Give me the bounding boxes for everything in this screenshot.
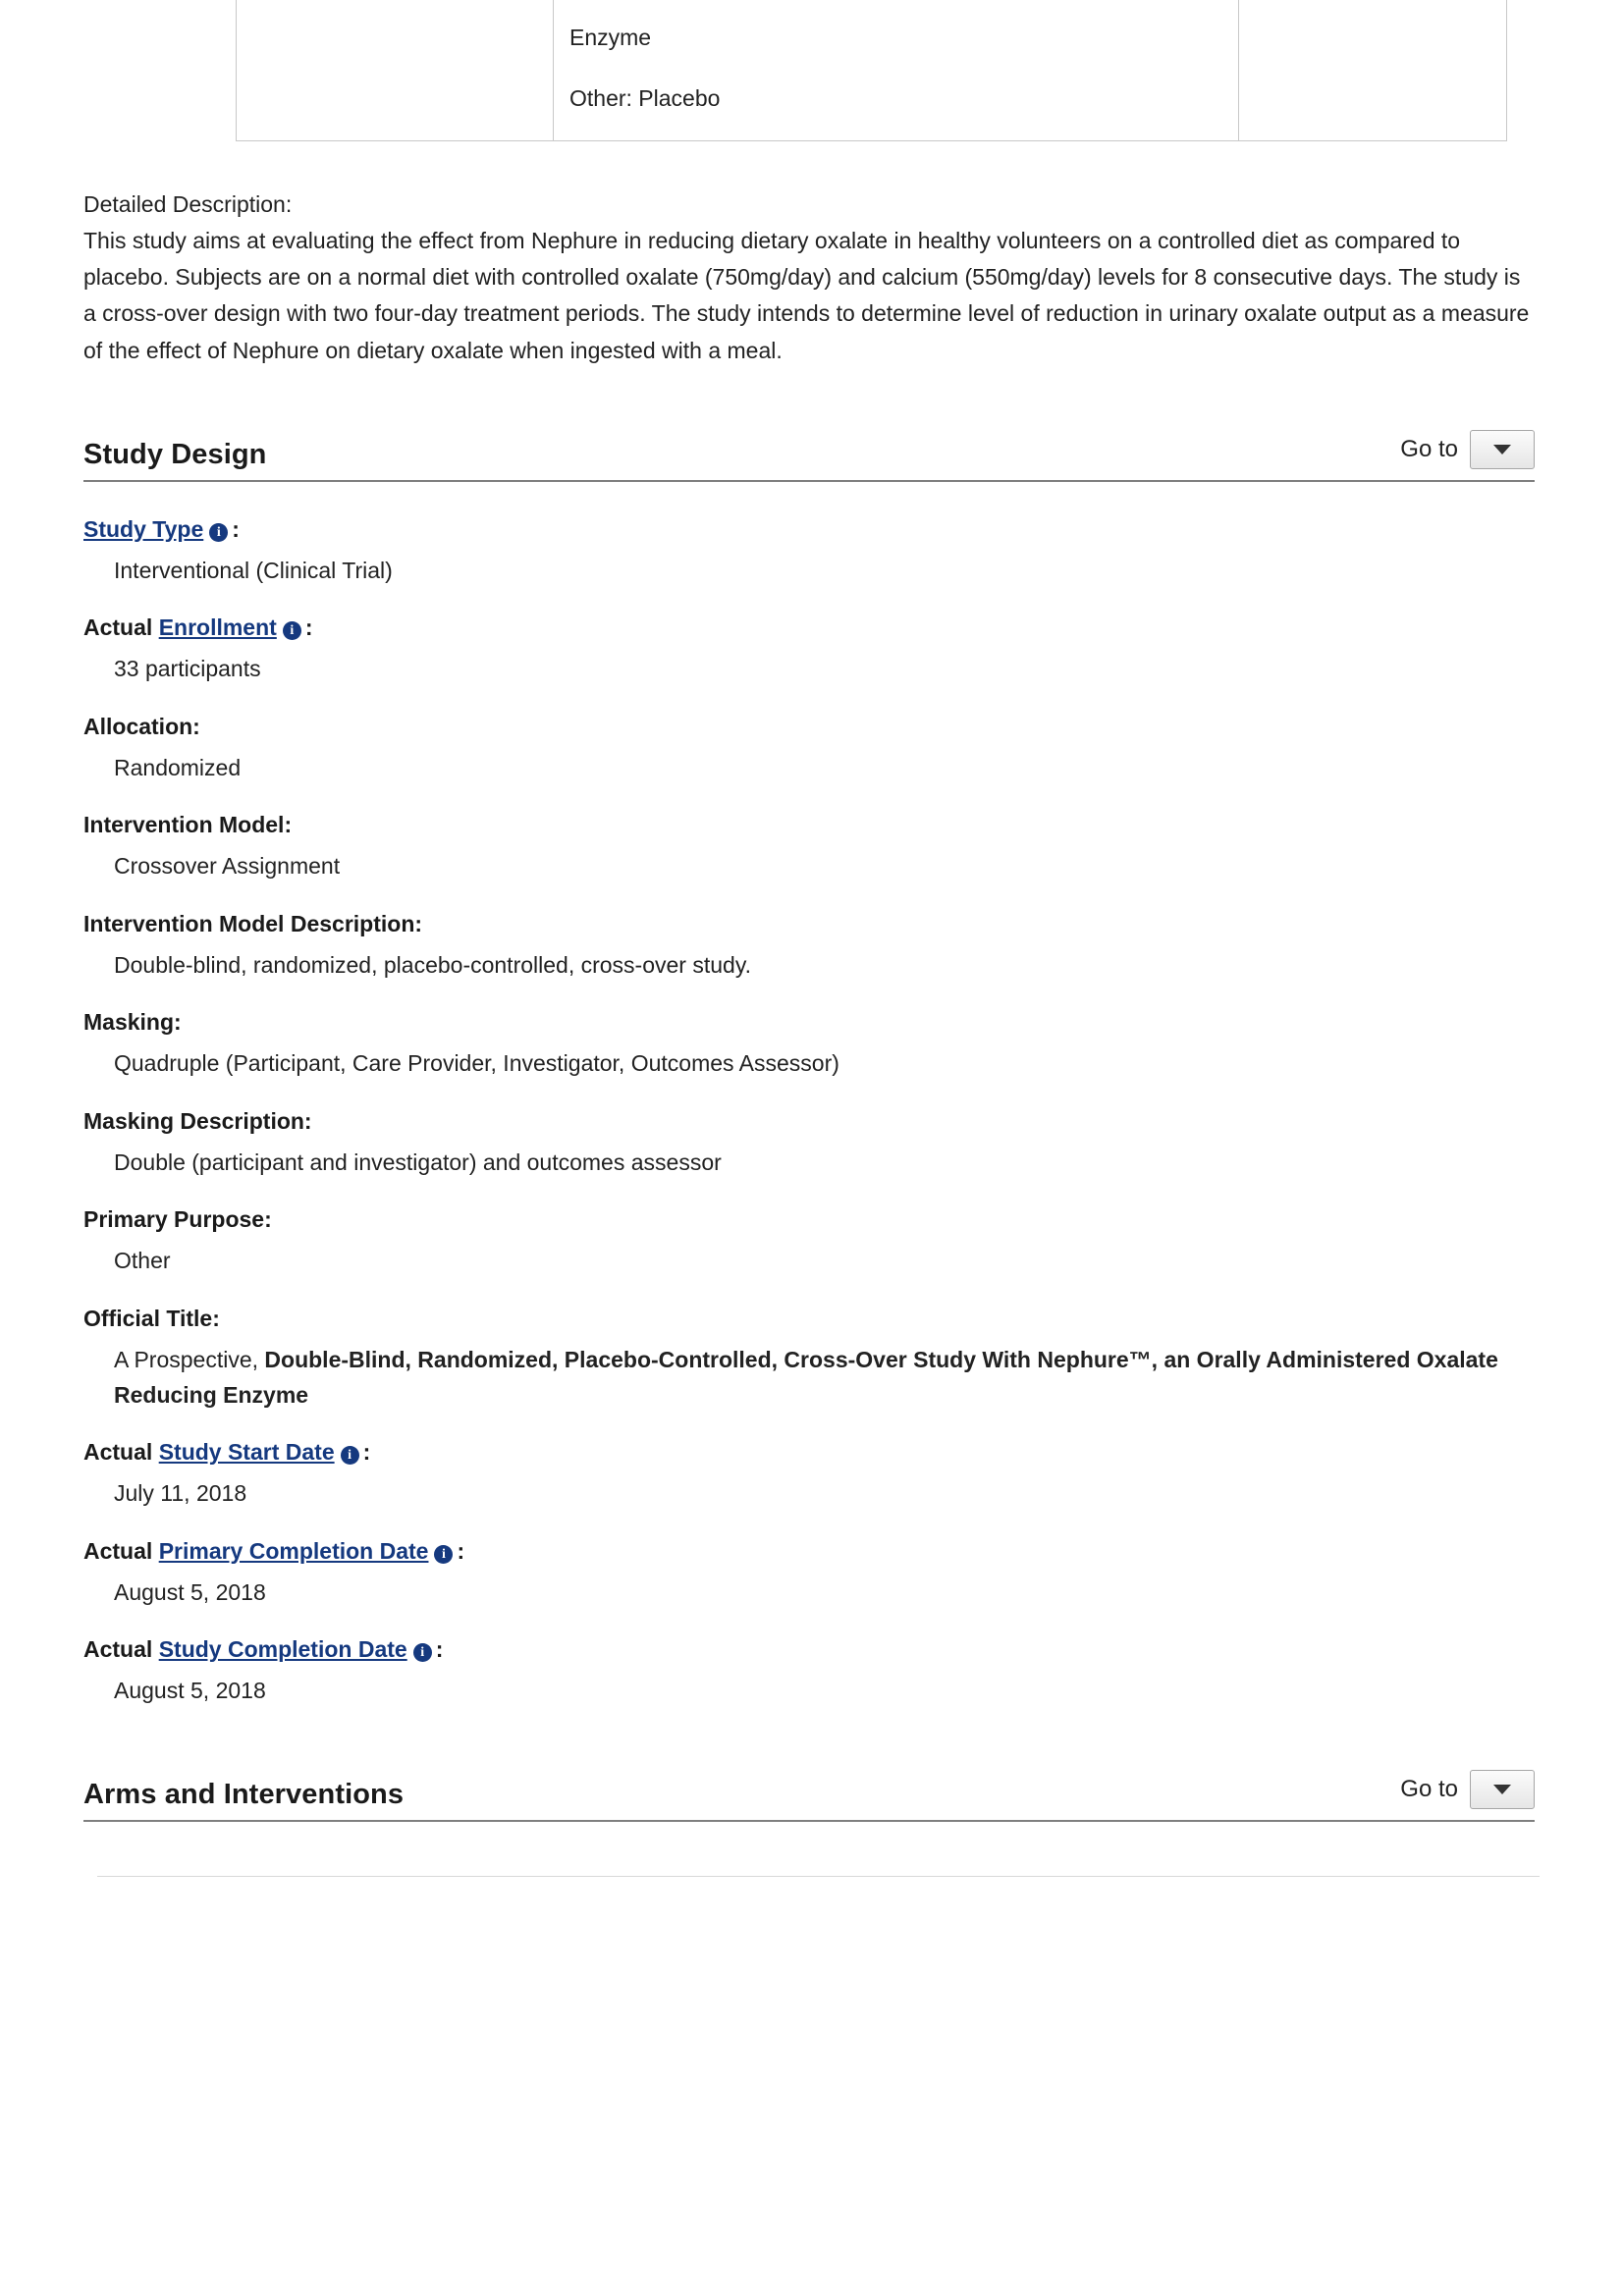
- field-prefix: Actual: [83, 1439, 159, 1466]
- arms-interventions-header: [83, 1770, 1535, 1822]
- field-label: Intervention Model Description:: [83, 910, 423, 936]
- field-primary-purpose: [83, 1205, 1540, 1279]
- field-value: July 11, 2018: [114, 1480, 247, 1507]
- glossary-link-primary-completion-date[interactable]: Primary Completion Date: [158, 1537, 429, 1564]
- arms-interventions-goto: [1400, 1770, 1535, 1811]
- field-label: [83, 1635, 1540, 1665]
- field-actual-study-start-date: [83, 1438, 1540, 1512]
- field-prefix: Actual: [83, 1636, 159, 1663]
- glossary-link-study-start-date[interactable]: Study Start Date: [158, 1439, 335, 1466]
- table-cell-extra: [1239, 0, 1507, 140]
- glossary-link-study-type[interactable]: Study Type: [83, 515, 204, 542]
- table-row: [237, 0, 1507, 140]
- goto-dropdown-arms-interventions[interactable]: [1470, 1770, 1535, 1809]
- field-label: Masking Description:: [83, 1107, 312, 1134]
- field-label: [83, 614, 1540, 643]
- field-label: Primary Purpose:: [83, 1206, 272, 1233]
- field-value: Randomized: [114, 754, 242, 780]
- field-value: Double (participant and investigator) and outcomes assessor: [114, 1148, 722, 1175]
- field-label: Masking:: [83, 1009, 182, 1036]
- info-icon[interactable]: i: [209, 523, 228, 542]
- field-label: [83, 1438, 1540, 1468]
- info-icon[interactable]: i: [283, 621, 301, 640]
- table-cell-arm: [237, 0, 554, 140]
- field-colon: :: [232, 515, 240, 542]
- field-actual-study-completion-date: [83, 1635, 1540, 1709]
- field-value: Crossover Assignment: [114, 853, 341, 880]
- field-actual-primary-completion-date: [83, 1537, 1540, 1611]
- field-label: Intervention Model:: [83, 812, 293, 838]
- glossary-link-study-completion-date[interactable]: Study Completion Date: [158, 1636, 407, 1663]
- field-colon: :: [362, 1439, 371, 1466]
- detailed-description-block: [83, 187, 1540, 369]
- field-value: [114, 1343, 1528, 1413]
- intervention-line-2: Other: Placebo: [569, 85, 721, 112]
- field-intervention-model-description: [83, 910, 1540, 984]
- study-design-goto: [1400, 430, 1535, 471]
- field-value: Quadruple (Participant, Care Provider, Investigator, Outcomes Assessor): [114, 1050, 839, 1077]
- detailed-description-label: Detailed Description:: [83, 190, 293, 217]
- field-official-title: [83, 1305, 1540, 1413]
- detailed-description-text: This study aims at evaluating the effect from Nephure in reducing dietary oxalate in healthy volunteers on a controlled diet as compared to placebo. Subjects are on a normal diet with controlled oxalate (750mg/day) and calcium (550mg/day) levels for 8 consecutive days. The study is a cross-over design with two four-day treatment periods. The study intends to determine level of reduction in urinary oxalate output as a measure of the effect of Nephure on dietary oxalate when ingested with a meal.: [83, 227, 1530, 363]
- info-icon[interactable]: i: [341, 1446, 359, 1465]
- field-label: [83, 515, 1540, 545]
- arms-interventions-title: Arms and Interventions: [83, 1778, 405, 1810]
- field-label: Allocation:: [83, 713, 200, 739]
- field-value: 33 participants: [114, 656, 261, 682]
- field-masking-description: [83, 1107, 1540, 1181]
- study-design-title: Study Design: [83, 438, 267, 470]
- official-title-bold: Double-Blind, Randomized, Placebo-Controlled, Cross-Over Study With Nephure™, an Orally Administered Oxalate Reducing Enzyme: [114, 1346, 1498, 1408]
- goto-dropdown-study-design[interactable]: [1470, 430, 1535, 469]
- section-divider: [97, 1876, 1540, 1877]
- field-actual-enrollment: [83, 614, 1540, 687]
- field-allocation: [83, 713, 1540, 786]
- field-study-type: [83, 515, 1540, 589]
- field-value: August 5, 2018: [114, 1678, 266, 1704]
- field-label: [83, 1537, 1540, 1567]
- field-intervention-model: [83, 811, 1540, 884]
- field-prefix: Actual: [83, 1537, 159, 1564]
- goto-label: Go to: [1400, 1775, 1458, 1802]
- study-design-header: [83, 430, 1535, 482]
- field-label: Official Title:: [83, 1306, 220, 1331]
- goto-label: Go to: [1400, 435, 1458, 462]
- chevron-down-icon: [1493, 445, 1511, 454]
- glossary-link-enrollment[interactable]: Enrollment: [158, 614, 277, 641]
- chevron-down-icon: [1493, 1785, 1511, 1794]
- field-value: Interventional (Clinical Trial): [114, 557, 393, 583]
- official-title-plain: A Prospective,: [114, 1346, 265, 1372]
- info-icon[interactable]: i: [434, 1545, 453, 1564]
- intervention-line-1: Enzyme: [569, 25, 652, 50]
- study-design-fields: [83, 515, 1540, 1709]
- field-value: Other: [114, 1248, 171, 1274]
- info-icon[interactable]: i: [413, 1643, 432, 1662]
- field-colon: :: [435, 1636, 444, 1663]
- field-masking: [83, 1008, 1540, 1082]
- intervention-table-fragment: [236, 0, 1507, 141]
- field-prefix: Actual: [83, 614, 159, 641]
- table-cell-intervention: [554, 0, 1239, 140]
- field-value: Double-blind, randomized, placebo-controlled, cross-over study.: [114, 951, 752, 978]
- field-colon: :: [304, 614, 313, 641]
- field-value: August 5, 2018: [114, 1578, 266, 1605]
- field-colon: :: [457, 1537, 465, 1564]
